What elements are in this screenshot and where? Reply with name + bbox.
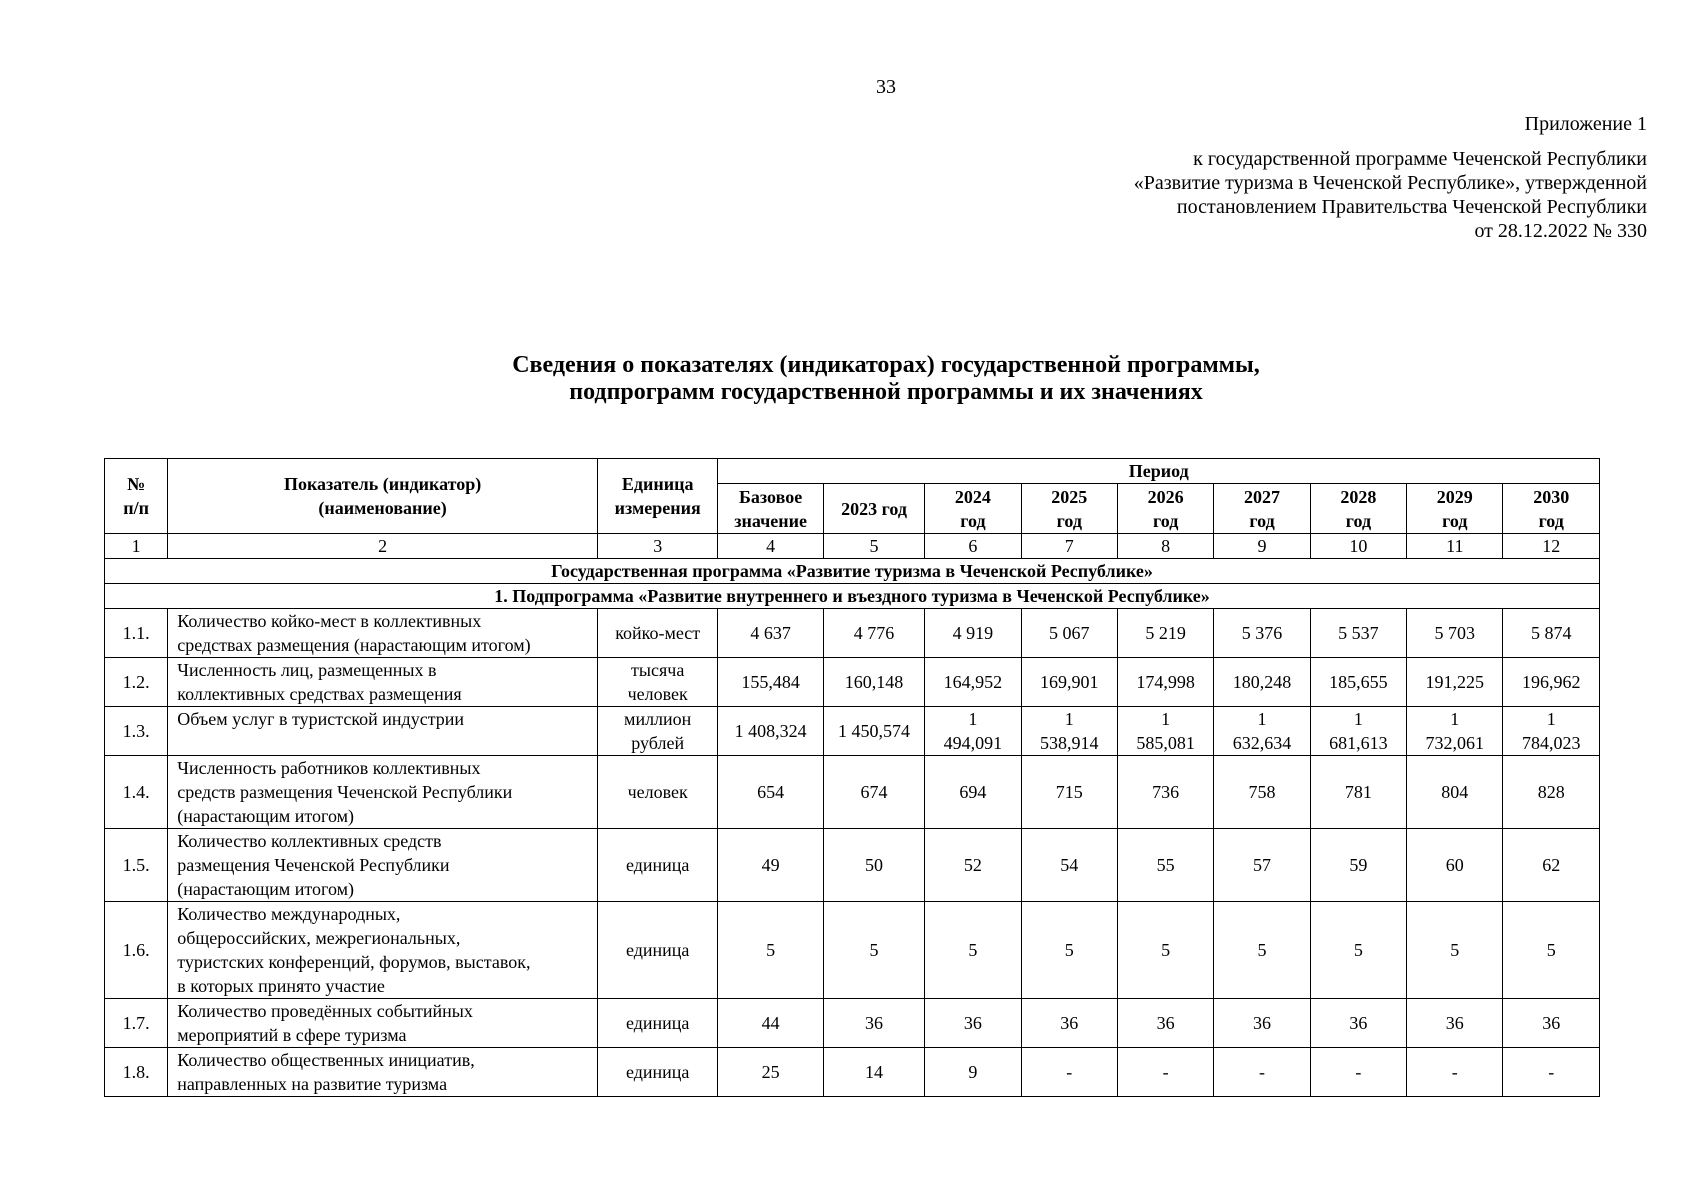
value-cell: 52 [925,829,1021,902]
value-cell: 5 874 [1503,609,1600,658]
unit-of-measure: миллион рублей [597,707,717,756]
header-year-2023: 2023 год [823,484,924,534]
column-number: 4 [718,534,823,559]
value-cell: 781 [1310,756,1406,829]
page-number: 33 [876,76,896,98]
value-cell: 828 [1503,756,1600,829]
column-number: 11 [1407,534,1503,559]
value-cell: 36 [925,999,1021,1048]
column-number: 9 [1214,534,1310,559]
value-cell: 36 [1214,999,1310,1048]
value-cell: 1 632,634 [1214,707,1310,756]
value-cell: 60 [1407,829,1503,902]
indicator-name: Количество проведённых событийных мероприятий в сфере туризма [168,999,598,1048]
row-number: 1.1. [105,609,168,658]
table-row [105,658,1600,707]
value-cell: 155,484 [718,658,823,707]
value-cell: - [1310,1048,1406,1097]
column-number: 1 [105,534,168,559]
appendix-label: Приложение 1 [1524,113,1647,135]
value-cell: 1 450,574 [823,707,924,756]
value-cell: - [1021,1048,1117,1097]
header-year-2026: 2026 год [1117,484,1213,534]
header-year-2029: 2029 год [1407,484,1503,534]
value-cell: 1 681,613 [1310,707,1406,756]
value-cell: 654 [718,756,823,829]
unit-of-measure: койко-мест [597,609,717,658]
row-number: 1.5. [105,829,168,902]
table-row [105,829,1600,902]
value-cell: 4 919 [925,609,1021,658]
unit-of-measure: человек [597,756,717,829]
value-cell: 5 [1214,902,1310,999]
table-row [105,756,1600,829]
value-cell: 50 [823,829,924,902]
appendix-line: постановлением Правительства Чеченской Республики [1176,196,1647,218]
value-cell: 5 376 [1214,609,1310,658]
value-cell: 36 [1503,999,1600,1048]
indicator-name: Количество койко-мест в коллективных средствах размещения (нарастающим итогом) [168,609,598,658]
header-period: Период [718,459,1600,484]
value-cell: 36 [1021,999,1117,1048]
column-number: 6 [925,534,1021,559]
header-num: № п/п [105,459,168,534]
subprogram-row [105,584,1600,609]
appendix-block [1134,112,1647,243]
indicator-name: Количество международных, общероссийских, межрегиональных, туристских конференций, форумов, выставок, в которых принято участие [168,902,598,999]
value-cell: 758 [1214,756,1310,829]
header-unit: Единица измерения [597,459,717,534]
value-cell: 36 [1310,999,1406,1048]
header-year-2028: 2028 год [1310,484,1406,534]
value-cell: 54 [1021,829,1117,902]
value-cell: 5 [823,902,924,999]
value-cell: 5 219 [1117,609,1213,658]
row-number: 1.3. [105,707,168,756]
value-cell: 160,148 [823,658,924,707]
indicator-name: Численность работников коллективных средств размещения Чеченской Республики (нарастающим итогом) [168,756,598,829]
indicator-name: Количество коллективных средств размещения Чеченской Республики (нарастающим итогом) [168,829,598,902]
header-base-value: Базовое значение [718,484,823,534]
column-number: 12 [1503,534,1600,559]
table-row [105,707,1600,756]
value-cell: 804 [1407,756,1503,829]
header-year-2025: 2025 год [1021,484,1117,534]
title-line: Сведения о показателях (индикаторах) государственной программы, [512,352,1260,378]
unit-of-measure: единица [597,902,717,999]
value-cell: 715 [1021,756,1117,829]
value-cell: 694 [925,756,1021,829]
value-cell: 4 776 [823,609,924,658]
value-cell: 4 637 [718,609,823,658]
value-cell: 1 585,081 [1117,707,1213,756]
value-cell: 164,952 [925,658,1021,707]
value-cell: - [1214,1048,1310,1097]
value-cell: 49 [718,829,823,902]
value-cell: 9 [925,1048,1021,1097]
unit-of-measure: единица [597,1048,717,1097]
header-year-2027: 2027 год [1214,484,1310,534]
unit-of-measure: единица [597,829,717,902]
value-cell: 5 067 [1021,609,1117,658]
indicator-name: Численность лиц, размещенных в коллективных средствах размещения [168,658,598,707]
title-line: подпрограмм государственной программы и их значениях [569,379,1203,405]
table-body [105,559,1600,1097]
value-cell: 59 [1310,829,1406,902]
header-indicator: Показатель (индикатор) (наименование) [168,459,598,534]
value-cell: 36 [1117,999,1213,1048]
column-number: 2 [168,534,598,559]
value-cell: 180,248 [1214,658,1310,707]
value-cell: 62 [1503,829,1600,902]
value-cell: 5 [1021,902,1117,999]
value-cell: - [1117,1048,1213,1097]
value-cell: 1 732,061 [1407,707,1503,756]
value-cell: 5 703 [1407,609,1503,658]
value-cell: 191,225 [1407,658,1503,707]
row-number: 1.7. [105,999,168,1048]
value-cell: 1 784,023 [1503,707,1600,756]
row-number: 1.6. [105,902,168,999]
column-numbers-row [105,534,1600,559]
indicators-table [104,458,1600,1097]
header-year-2030: 2030 год [1503,484,1600,534]
program-row [105,559,1600,584]
value-cell: 55 [1117,829,1213,902]
value-cell: 196,962 [1503,658,1600,707]
table-header [105,459,1600,559]
column-number: 3 [597,534,717,559]
table-row [105,609,1600,658]
value-cell: 5 [1310,902,1406,999]
value-cell: 14 [823,1048,924,1097]
value-cell: 5 [1407,902,1503,999]
value-cell: 5 [718,902,823,999]
value-cell: 25 [718,1048,823,1097]
table-row [105,1048,1600,1097]
value-cell: 5 [925,902,1021,999]
value-cell: 1 494,091 [925,707,1021,756]
value-cell: 5 537 [1310,609,1406,658]
value-cell: 174,998 [1117,658,1213,707]
appendix-line: от 28.12.2022 № 330 [1474,220,1647,242]
document-title [0,352,1697,406]
value-cell: 674 [823,756,924,829]
subprogram-title: 1. Подпрограмма «Развитие внутреннего и въездного туризма в Чеченской Республике» [105,584,1600,609]
indicator-name: Объем услуг в туристской индустрии [168,707,598,756]
row-number: 1.8. [105,1048,168,1097]
row-number: 1.4. [105,756,168,829]
value-cell: 1 408,324 [718,707,823,756]
value-cell: 5 [1117,902,1213,999]
unit-of-measure: тысяча человек [597,658,717,707]
column-number: 7 [1021,534,1117,559]
value-cell: - [1407,1048,1503,1097]
program-title: Государственная программа «Развитие туризма в Чеченской Республике» [105,559,1600,584]
appendix-line: «Развитие туризма в Чеченской Республике», утвержденной [1133,172,1647,194]
table-row [105,902,1600,999]
column-number: 10 [1310,534,1406,559]
unit-of-measure: единица [597,999,717,1048]
column-number: 8 [1117,534,1213,559]
table-row [105,999,1600,1048]
value-cell: 36 [1407,999,1503,1048]
value-cell: 36 [823,999,924,1048]
row-number: 1.2. [105,658,168,707]
value-cell: 736 [1117,756,1213,829]
header-year-2024: 2024 год [925,484,1021,534]
indicator-name: Количество общественных инициатив, направленных на развитие туризма [168,1048,598,1097]
value-cell: 169,901 [1021,658,1117,707]
value-cell: 57 [1214,829,1310,902]
value-cell: 1 538,914 [1021,707,1117,756]
value-cell: 44 [718,999,823,1048]
value-cell: 185,655 [1310,658,1406,707]
value-cell: - [1503,1048,1600,1097]
appendix-line: к государственной программе Чеченской Республики [1193,148,1647,170]
column-number: 5 [823,534,924,559]
value-cell: 5 [1503,902,1600,999]
